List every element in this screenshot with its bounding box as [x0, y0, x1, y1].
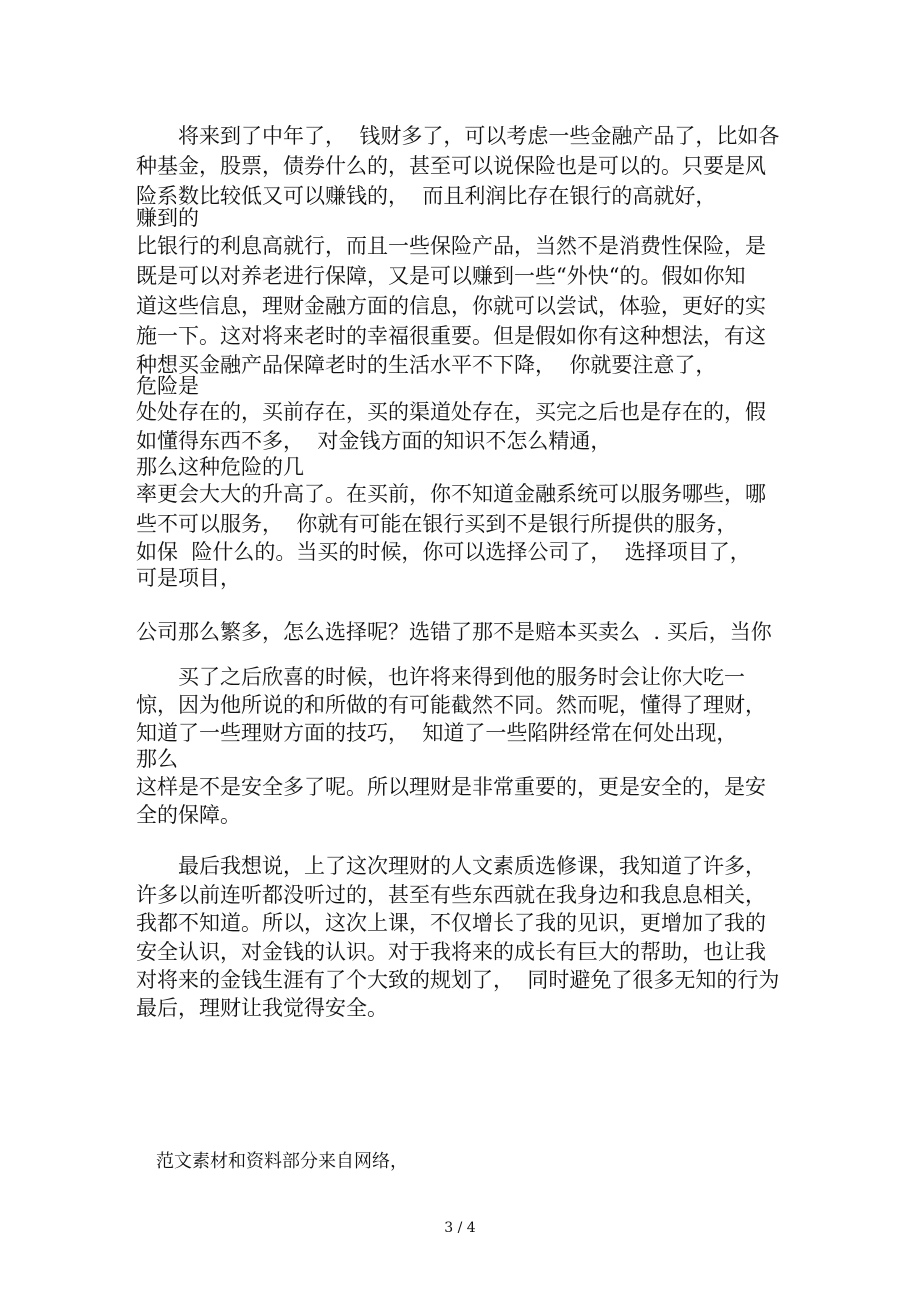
text-line: 些不可以服务， 你就有可能在银行买到不是银行所提供的服务，	[136, 512, 738, 536]
text-line: 如保 险什么的。当买的时候，你可以选择公司了， 选择项目了，	[136, 540, 751, 564]
text-line: 处处存在的，买前存在，买的渠道处存在，买完之后也是存在的，假	[136, 400, 766, 424]
text-line: 可是项目，	[136, 566, 241, 590]
text-line: 公司那么繁多，怎么选择呢？选错了那不是赔本买卖么 . 买后，当你	[136, 620, 772, 644]
text-line: 许多以前连听都没听过的，甚至有些东西就在我身边和我息息相关，	[136, 883, 766, 907]
text-line: 险系数比较低又可以赚钱的， 而且利润比存在银行的高就好，	[136, 184, 717, 208]
text-line: 施一下。这对将来老时的幸福很重要。但是假如你有这种想法，有这	[136, 324, 766, 348]
text-line: 安全认识，对金钱的认识。对于我将来的成长有巨大的帮助，也让我	[136, 940, 766, 964]
text-line: 种想买金融产品保障老时的生活水平不下降， 你就要注意了，	[136, 353, 717, 377]
text-line: 惊，因为他所说的和所做的有可能截然不同。然而呢，懂得了理财，	[136, 693, 766, 717]
text-line: 我都不知道。所以，这次上课，不仅增长了我的见识，更增加了我的	[136, 911, 766, 935]
text-line: 如懂得东西不多， 对金钱方面的知识不怎么精通，	[136, 429, 612, 453]
text-line: 道这些信息，理财金融方面的信息，你就可以尝试，体验，更好的实	[136, 294, 766, 318]
page-number: 3 / 4	[444, 1220, 476, 1236]
text-line: 这样是不是安全多了呢。所以理财是非常重要的，更是安全的，是安	[136, 775, 766, 799]
text-line: 危险是	[136, 374, 199, 398]
text-line: 种基金，股票，债券什么的，甚至可以说保险也是可以的。只要是风	[136, 154, 766, 178]
text-line: 最后我想说，上了这次理财的人文素质选修课，我知道了许多，	[136, 854, 766, 878]
footer-note: 范文素材和资料部分来自网络，	[156, 1151, 408, 1172]
text-line: 那么这种危险的几	[136, 455, 304, 479]
text-line: 知道了一些理财方面的技巧， 知道了一些陷阱经常在何处出现，	[136, 721, 738, 745]
text-line: 对将来的金钱生涯有了个大致的规划了， 同时避免了很多无知的行为	[136, 968, 780, 992]
text-line: 既是可以对养老进行保障，又是可以赚到一些“外快“的。假如你知	[136, 264, 746, 288]
text-line: 那么	[136, 747, 178, 771]
text-line: 比银行的利息高就行，而且一些保险产品，当然不是消费性保险，是	[136, 234, 766, 258]
text-line: 率更会大大的升高了。在买前，你不知道金融系统可以服务哪些，哪	[136, 482, 766, 506]
text-line: 将来到了中年了， 钱财多了，可以考虑一些金融产品了，比如各	[136, 124, 780, 148]
text-line: 全的保障。	[136, 803, 241, 827]
text-line: 买了之后欣喜的时候，也许将来得到他的服务时会让你大吃一	[136, 665, 745, 689]
text-line: 最后，理财让我觉得安全。	[136, 996, 388, 1020]
text-line: 赚到的	[136, 206, 199, 230]
